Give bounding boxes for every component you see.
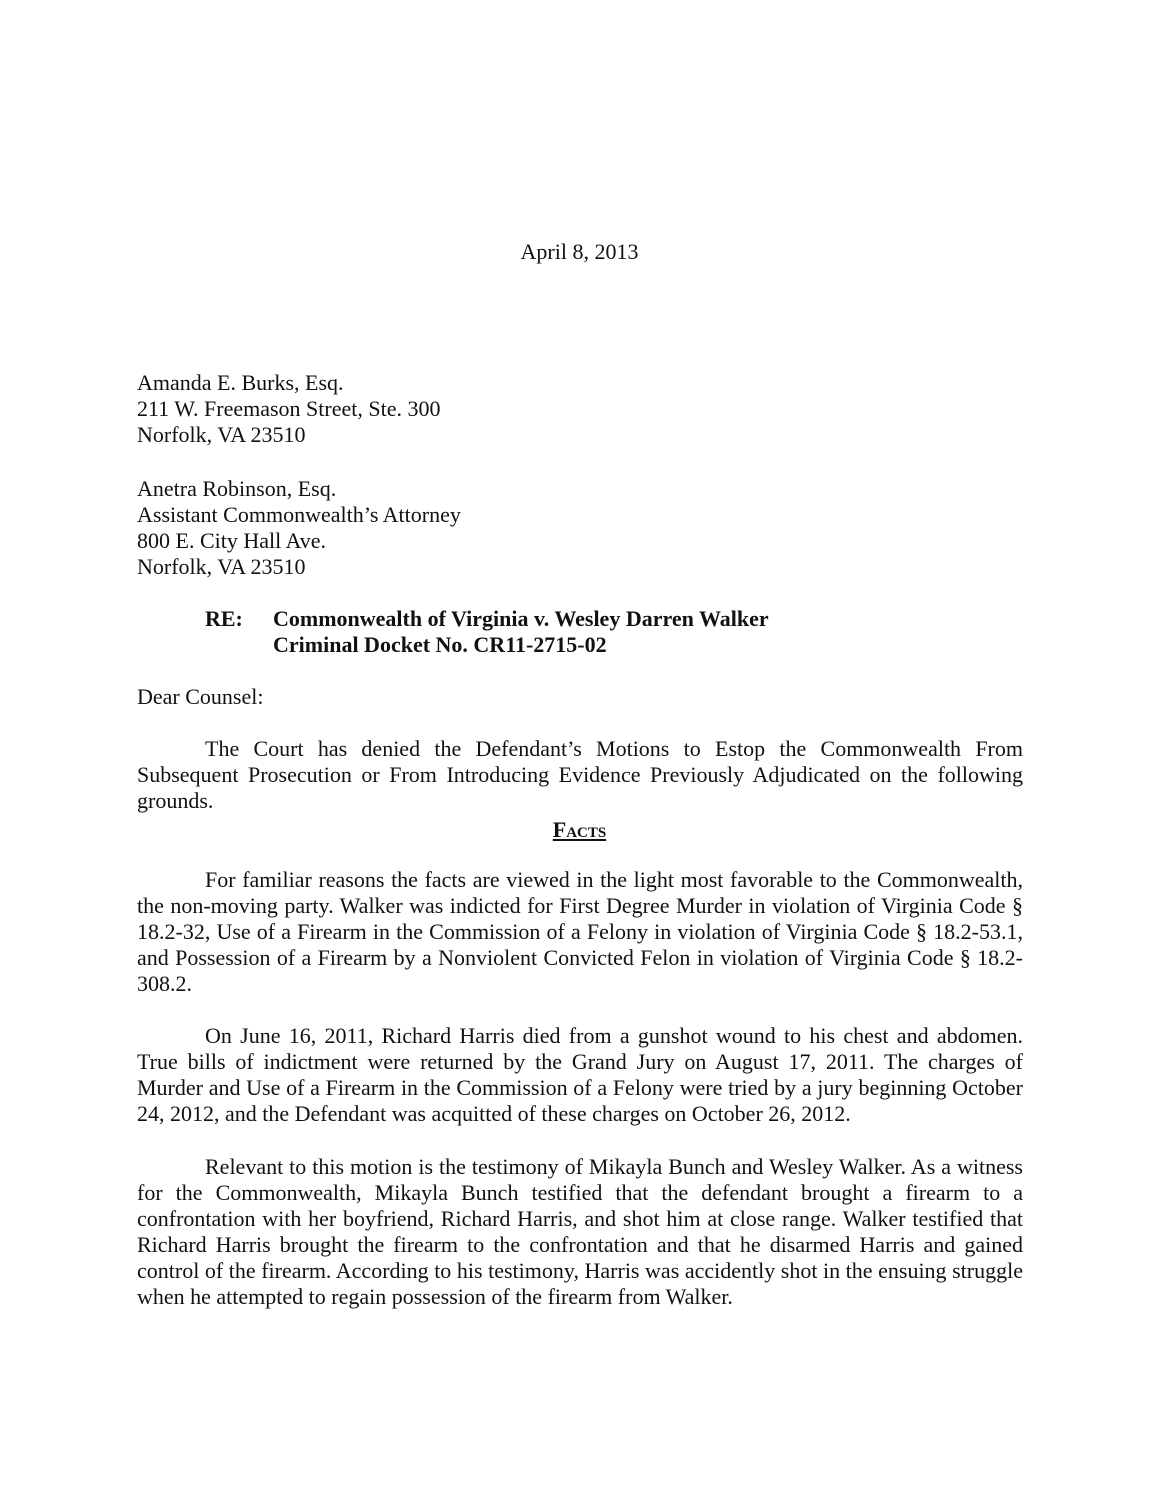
case-caption: Commonwealth of Virginia v. Wesley Darren Walker bbox=[273, 606, 769, 631]
intro-text: The Court has denied the Defendant’s Motions to Estop the Commonwealth From Subsequent Prosecution or From Introducing Evidence Previously Adjudicated on the following grounds. bbox=[137, 736, 1023, 813]
recipient-2-title: Assistant Commonwealth’s Attorney bbox=[137, 502, 461, 527]
facts-paragraph-1 bbox=[137, 867, 1023, 997]
recipient-2-name: Anetra Robinson, Esq. bbox=[137, 476, 337, 501]
intro-paragraph bbox=[137, 736, 1023, 814]
facts-paragraph-3-text: Relevant to this motion is the testimony of Mikayla Bunch and Wesley Walker. As a witness for the Commonwealth, Mikayla Bunch testified that the defendant brought a firearm to a confrontation with her boyfriend, Richard Harris, and shot him at close range. Walker testified that Richard Harris brought the firearm to the confrontation and that he disarmed Harris and gained control of the firearm. According to his testimony, Harris was accidently shot in the ensuing struggle when he attempted to regain possession of the firearm from Walker. bbox=[137, 1154, 1023, 1309]
facts-paragraph-1-text: For familiar reasons the facts are viewed in the light most favorable to the Commonwealth, the non-moving party. Walker was indicted for First Degree Murder in violation of Virginia Code § 18.2-32, Use of a Firearm in the Commission of a Felony in violation of Virginia Code § 18.2-53.1, and Possession of a Firearm by a Nonviolent Convicted Felon in violation of Virginia Code § 18.2-308.2. bbox=[137, 867, 1023, 996]
recipient-1-city: Norfolk, VA 23510 bbox=[137, 422, 306, 447]
re-label: RE: bbox=[205, 606, 243, 631]
facts-heading bbox=[0, 817, 1159, 843]
facts-heading-text: Facts bbox=[552, 817, 607, 842]
recipient-1-name: Amanda E. Burks, Esq. bbox=[137, 370, 344, 395]
facts-paragraph-2 bbox=[137, 1023, 1023, 1127]
salutation: Dear Counsel: bbox=[137, 684, 264, 709]
recipient-address-2 bbox=[137, 476, 1023, 580]
recipient-1-street: 211 W. Freemason Street, Ste. 300 bbox=[137, 396, 441, 421]
recipient-address-1 bbox=[137, 370, 1023, 448]
recipient-2-city: Norfolk, VA 23510 bbox=[137, 554, 306, 579]
facts-paragraph-3 bbox=[137, 1154, 1023, 1310]
docket-number: Criminal Docket No. CR11-2715-02 bbox=[273, 632, 607, 657]
letter-date: April 8, 2013 bbox=[520, 239, 639, 264]
recipient-2-street: 800 E. City Hall Ave. bbox=[137, 528, 327, 553]
facts-paragraph-2-text: On June 16, 2011, Richard Harris died from a gunshot wound to his chest and abdomen. True bills of indictment were returned by the Grand Jury on August 17, 2011. The charges of Murder and Use of a Firearm in the Commission of a Felony were tried by a jury beginning October 24, 2012, and the Defendant was acquitted of these charges on October 26, 2012. bbox=[137, 1023, 1023, 1126]
